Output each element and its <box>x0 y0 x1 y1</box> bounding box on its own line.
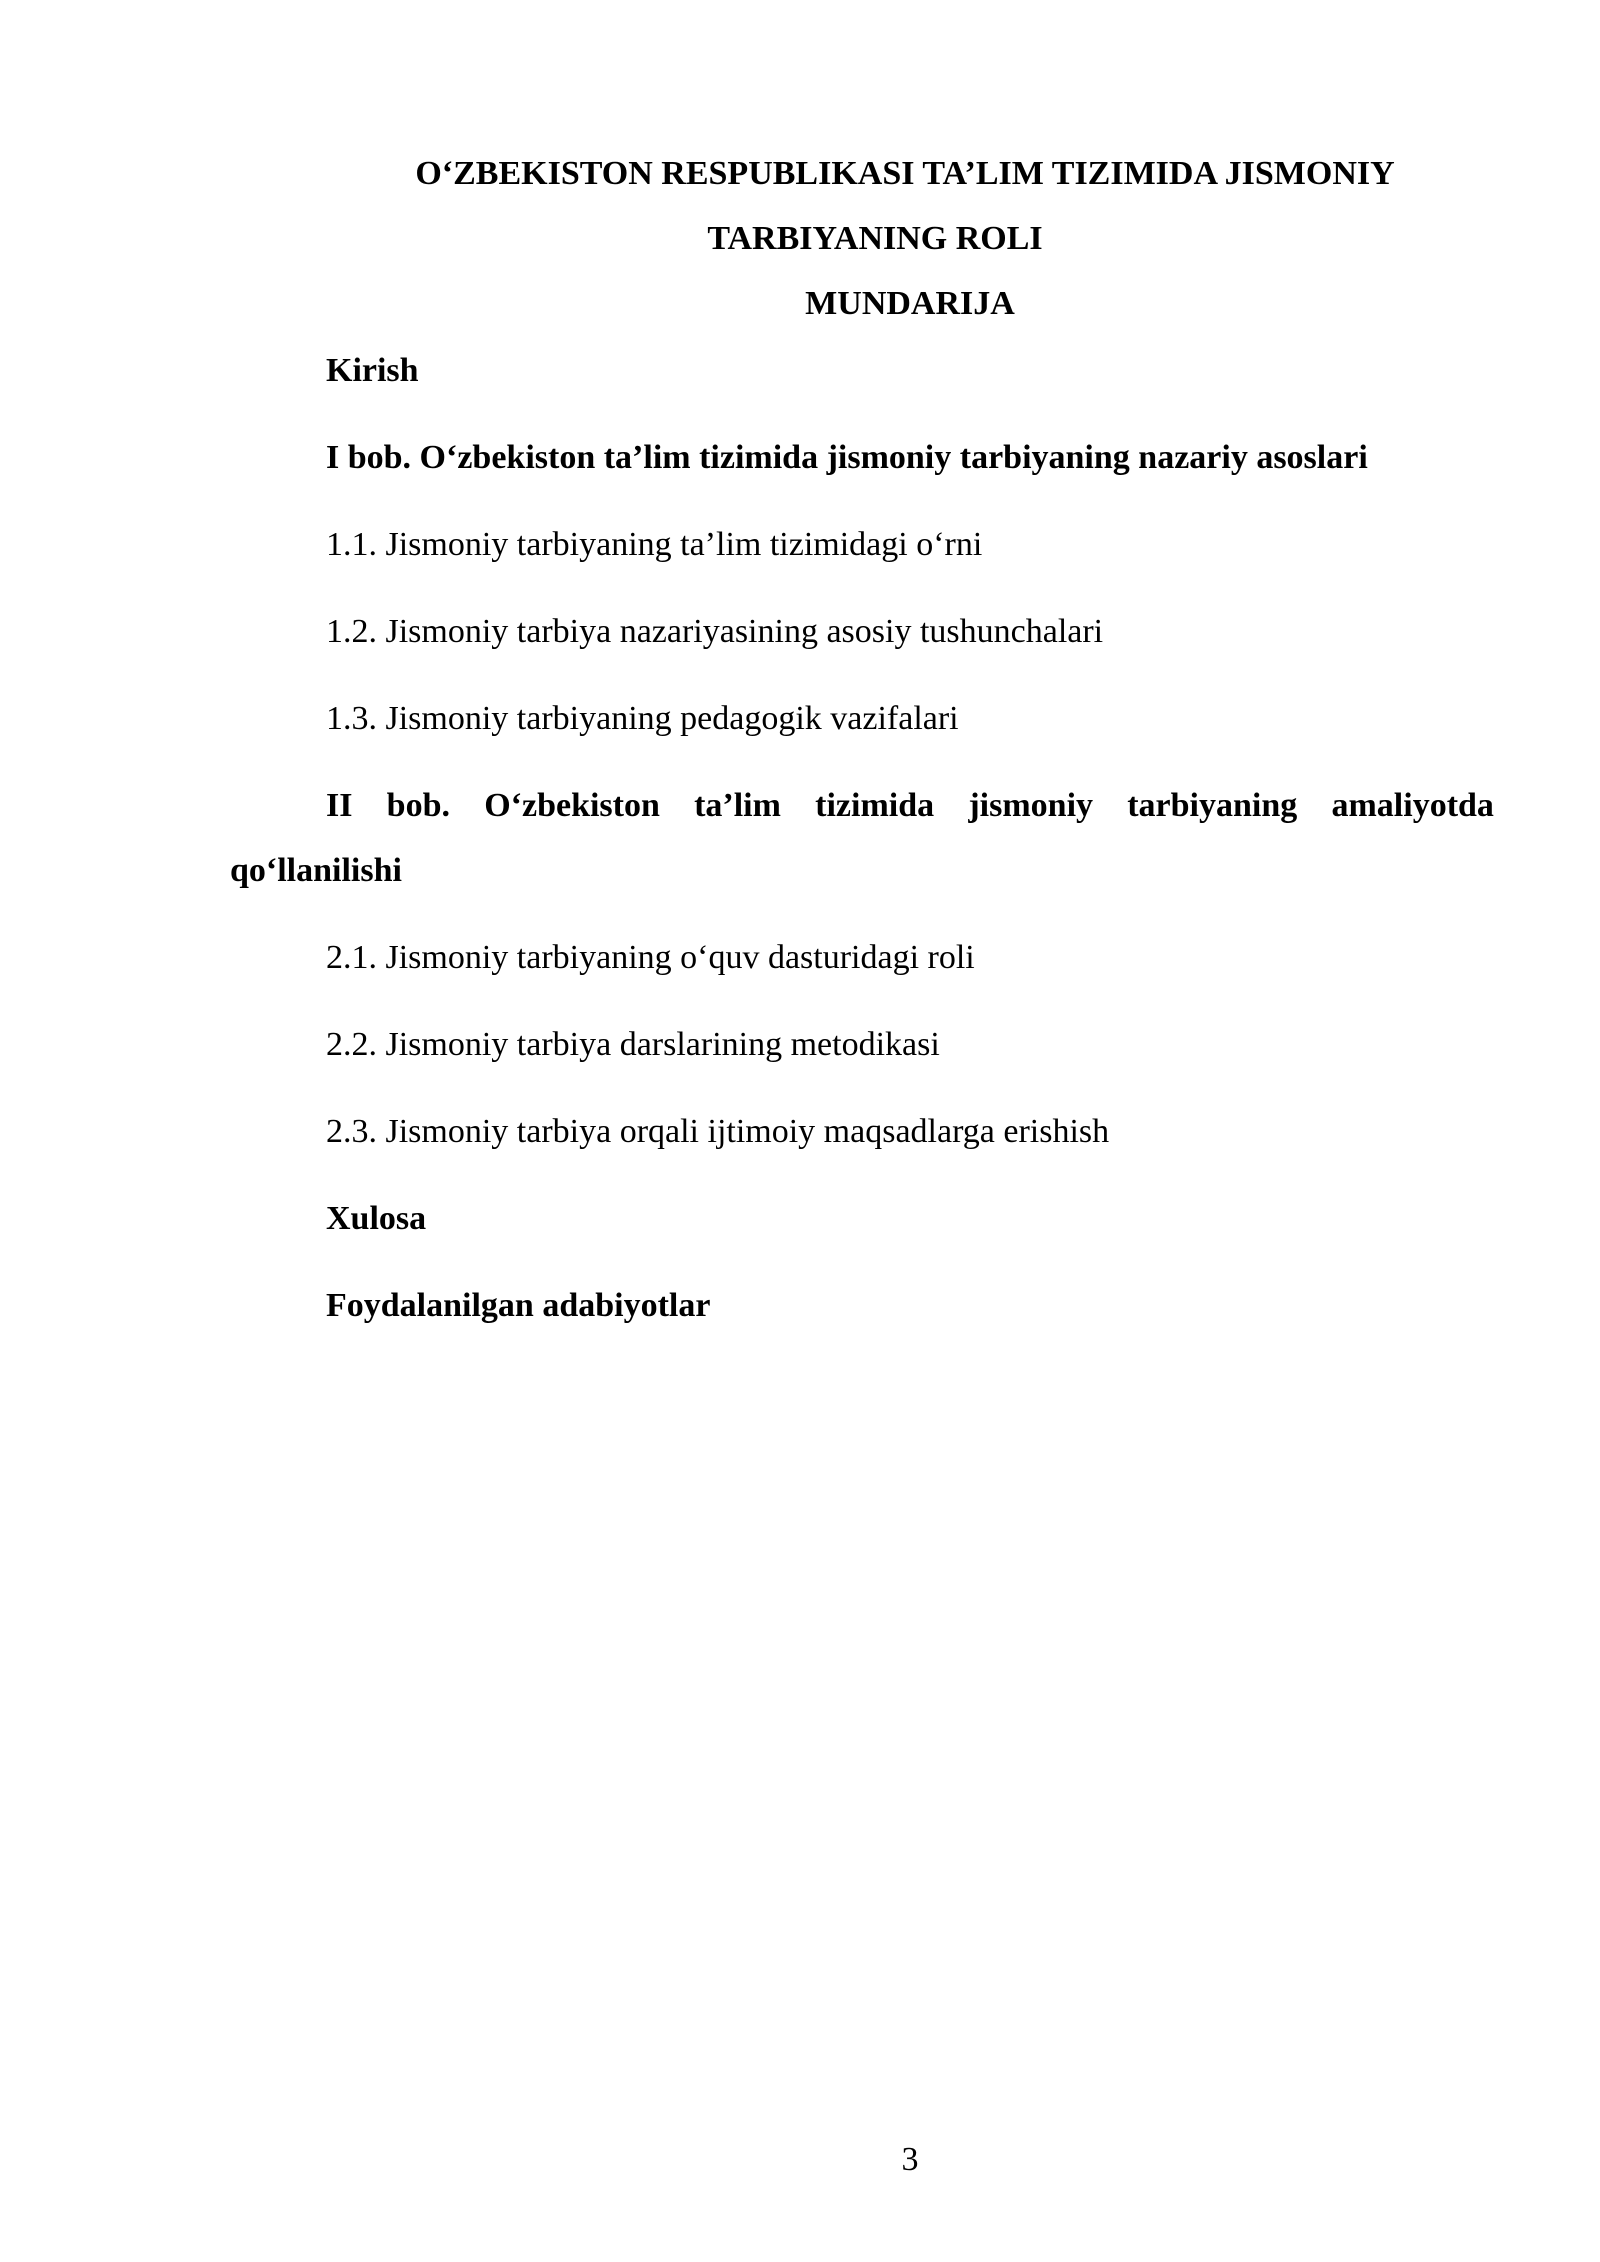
toc-entry-1-1: 1.1. Jismoniy tarbiyaning ta’lim tizimidagi o‘rni <box>326 526 983 563</box>
toc-entry-2-1: 2.1. Jismoniy tarbiyaning o‘quv dasturidagi roli <box>326 939 975 976</box>
chapter-2-word: bob. <box>386 787 450 824</box>
chapter-2-word: tizimida <box>815 787 935 824</box>
chapter-2-word: amaliyotda <box>1331 787 1494 824</box>
toc-heading: MUNDARIJA <box>805 285 1015 322</box>
toc-entry-conclusion: Xulosa <box>326 1200 427 1237</box>
toc-entry-references: Foydalanilgan adabiyotlar <box>326 1287 711 1324</box>
toc-entry-1-3: 1.3. Jismoniy tarbiyaning pedagogik vazifalari <box>326 700 959 737</box>
toc-entry-2-3: 2.3. Jismoniy tarbiya orqali ijtimoiy maqsadlarga erishish <box>326 1113 1110 1150</box>
toc-entry-2-2: 2.2. Jismoniy tarbiya darslarining metodikasi <box>326 1026 940 1063</box>
toc-entry-intro: Kirish <box>326 352 419 389</box>
chapter-2-word: jismoniy <box>968 787 1094 824</box>
document-title-line-2: TARBIYANING ROLI <box>707 220 1043 257</box>
toc-entry-chapter-1: I bob. O‘zbekiston ta’lim tizimida jismoniy tarbiyaning nazariy asoslari <box>326 439 1368 476</box>
document-title-line-1: O‘ZBEKISTON RESPUBLIKASI TA’LIM TIZIMIDA JISMONIY <box>415 155 1395 192</box>
toc-entry-chapter-2-continuation: qo‘llanilishi <box>230 852 402 889</box>
chapter-2-word: tarbiyaning <box>1127 787 1298 824</box>
toc-entry-chapter-2 <box>326 786 1494 826</box>
chapter-2-word: II <box>326 787 353 824</box>
chapter-2-word: O‘zbekiston <box>484 787 660 824</box>
page-number: 3 <box>901 2141 919 2178</box>
chapter-2-word: ta’lim <box>694 787 781 824</box>
toc-entry-1-2: 1.2. Jismoniy tarbiya nazariyasining asosiy tushunchalari <box>326 613 1104 650</box>
